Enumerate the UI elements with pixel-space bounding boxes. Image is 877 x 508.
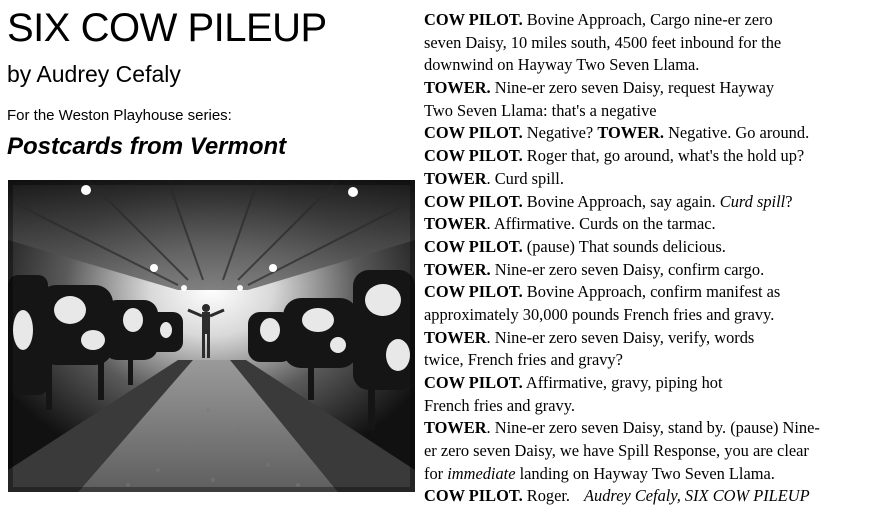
speaker-name: COW PILOT. (424, 123, 523, 143)
script-line (424, 327, 874, 350)
dialogue-text: . Curd spill. (486, 168, 564, 188)
speaker-name: COW PILOT. (424, 10, 523, 29)
dialogue-text: . Nine-er zero seven Daisy, stand by. (pause) Nine- (486, 418, 820, 438)
speaker-name: TOWER (424, 418, 487, 438)
script-line (424, 54, 874, 77)
speaker-name: TOWER. (424, 259, 491, 279)
speaker-name: TOWER (424, 327, 487, 347)
script-line (424, 122, 874, 145)
dialogue-text: immediate (447, 463, 516, 483)
dialogue-text: Roger. (522, 486, 571, 506)
script-line (424, 259, 874, 282)
script-line (424, 417, 874, 440)
speaker-name: COW PILOT. (424, 282, 523, 302)
dialogue-text: (pause) That sounds delicious. (522, 236, 726, 256)
script-line (424, 485, 874, 508)
script-line (424, 32, 874, 55)
attribution-signature: Audrey Cefaly, SIX COW PILEUP (584, 486, 810, 506)
dialogue-text: Two Seven Llama: that's a negative (424, 100, 657, 120)
speaker-name: COW PILOT. (424, 146, 523, 166)
dialogue-text: twice, French fries and gravy? (424, 350, 623, 370)
script-line (424, 9, 874, 32)
script-line (424, 213, 874, 236)
script-line (424, 168, 874, 191)
dialogue-text: downwind on Hayway Two Seven Llama. (424, 55, 700, 75)
dialogue-text: er zero seven Daisy, we have Spill Response, you are clear (424, 441, 809, 461)
script-excerpt (424, 9, 874, 508)
script-line (424, 77, 874, 100)
dialogue-text: Negative? (522, 123, 598, 143)
script-line (424, 100, 874, 123)
speaker-name: TOWER. (597, 123, 664, 143)
dialogue-text: Nine-er zero seven Daisy, request Hayway (490, 78, 775, 98)
dialogue-text: approximately 30,000 pounds French fries and gravy. (424, 304, 775, 324)
speaker-name: TOWER (424, 214, 487, 234)
dialogue-text: landing on Hayway Two Seven Llama. (515, 463, 775, 483)
barn-aisle-with-cows-photo (8, 180, 415, 492)
script-line (424, 281, 874, 304)
script-line (424, 372, 874, 395)
script-line (424, 440, 874, 463)
dialogue-text: Negative. Go around. (663, 123, 810, 143)
script-line (424, 463, 874, 486)
dialogue-text: seven Daisy, 10 miles south, 4500 feet inbound for the (424, 32, 782, 52)
speaker-name: COW PILOT. (424, 191, 523, 211)
play-title: SIX COW PILEUP (7, 6, 327, 50)
dialogue-text: for (424, 463, 448, 483)
script-line (424, 191, 874, 214)
dialogue-text: Bovine Approach, confirm manifest as (522, 282, 781, 302)
dialogue-text: . Affirmative. Curds on the tarmac. (486, 214, 716, 234)
dialogue-text: Nine-er zero seven Daisy, confirm cargo. (490, 259, 765, 279)
speaker-name: COW PILOT. (424, 486, 523, 506)
dialogue-text: Roger that, go around, what's the hold up? (522, 146, 805, 166)
script-line (424, 145, 874, 168)
speaker-name: TOWER (424, 168, 487, 188)
author-byline: by Audrey Cefaly (7, 61, 181, 87)
dialogue-text: Bovine Approach, say again. (522, 191, 720, 211)
dialogue-text: . Nine-er zero seven Daisy, verify, words (486, 327, 755, 347)
dialogue-text: ? (785, 191, 793, 211)
script-line (424, 395, 874, 418)
script-line (424, 236, 874, 259)
series-title: Postcards from Vermont (7, 133, 287, 160)
speaker-name: COW PILOT. (424, 373, 523, 392)
speaker-name: TOWER. (424, 78, 491, 98)
script-line (424, 304, 874, 327)
title-panel (0, 0, 418, 503)
script-line (424, 349, 874, 372)
dialogue-text: Curd spill (719, 191, 786, 211)
dialogue-text: French fries and gravy. (424, 395, 575, 415)
dialogue-text: Bovine Approach, Cargo nine-er zero (522, 10, 773, 29)
dialogue-text: Affirmative, gravy, piping hot (522, 373, 723, 392)
series-label: For the Weston Playhouse series: (7, 107, 232, 124)
speaker-name: COW PILOT. (424, 236, 523, 256)
